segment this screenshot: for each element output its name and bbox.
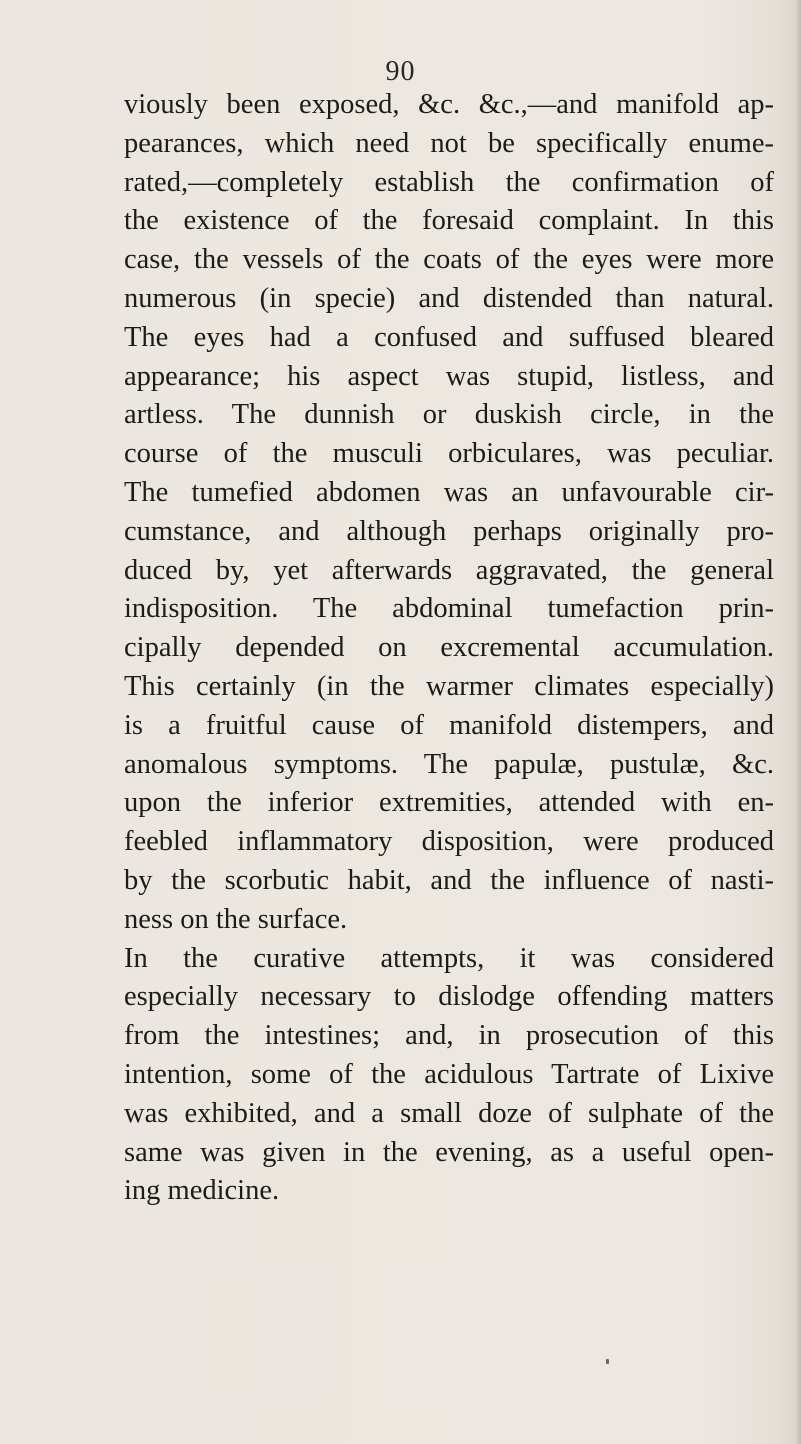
text-line: from the intestines; and, in prosecution of this xyxy=(124,1020,774,1052)
text-line: same was given in the evening, as a useful open- xyxy=(124,1136,774,1168)
text-line: was exhibited, and a small doze of sulphate of the xyxy=(124,1097,774,1129)
text-line: pearances, which need not be specifically enume- xyxy=(124,127,774,159)
text-line: cipally depended on excremental accumulation. xyxy=(124,632,774,664)
text-line: intention, some of the acidulous Tartrate of Lixive xyxy=(124,1058,774,1090)
text-line: artless. The dunnish or duskish circle, in the xyxy=(124,399,774,431)
text-line: feebled inflammatory disposition, were produced xyxy=(124,826,774,858)
body-text xyxy=(124,86,774,1211)
ink-speck xyxy=(606,1359,609,1364)
text-line: appearance; his aspect was stupid, listless, and xyxy=(124,360,774,392)
text-line: upon the inferior extremities, attended with en- xyxy=(124,787,774,819)
text-line: case, the vessels of the coats of the eyes were more xyxy=(124,244,774,276)
text-line: ness on the surface. xyxy=(124,903,348,935)
text-line: In the curative attempts, it was considered xyxy=(124,942,774,974)
text-line: This certainly (in the warmer climates especially) xyxy=(124,670,774,702)
text-line: numerous (in specie) and distended than natural. xyxy=(124,282,774,314)
text-line: anomalous symptoms. The papulæ, pustulæ, &c. xyxy=(124,748,774,780)
text-line: The eyes had a confused and suffused bleared xyxy=(124,321,774,353)
text-line: course of the musculi orbiculares, was peculiar. xyxy=(124,438,774,470)
page-number: 90 xyxy=(385,56,416,87)
text-line: viously been exposed, &c. &c.,—and manifold ap- xyxy=(124,89,774,120)
text-line: indisposition. The abdominal tumefaction prin- xyxy=(124,593,774,625)
text-line: especially necessary to dislodge offending matters xyxy=(124,981,774,1013)
text-line: cumstance, and although perhaps originally pro- xyxy=(124,515,774,547)
text-line: by the scorbutic habit, and the influence of nasti- xyxy=(124,864,774,896)
page-edge-shadow xyxy=(795,0,801,1444)
text-line: duced by, yet afterwards aggravated, the general xyxy=(124,554,774,586)
text-line: The tumefied abdomen was an unfavourable cir- xyxy=(124,476,774,508)
text-line: rated,—completely establish the confirmation of xyxy=(124,166,774,198)
text-line: the existence of the foresaid complaint. In this xyxy=(124,205,774,237)
text-line: is a fruitful cause of manifold distempers, and xyxy=(124,709,774,741)
text-line: ing medicine. xyxy=(124,1175,280,1207)
